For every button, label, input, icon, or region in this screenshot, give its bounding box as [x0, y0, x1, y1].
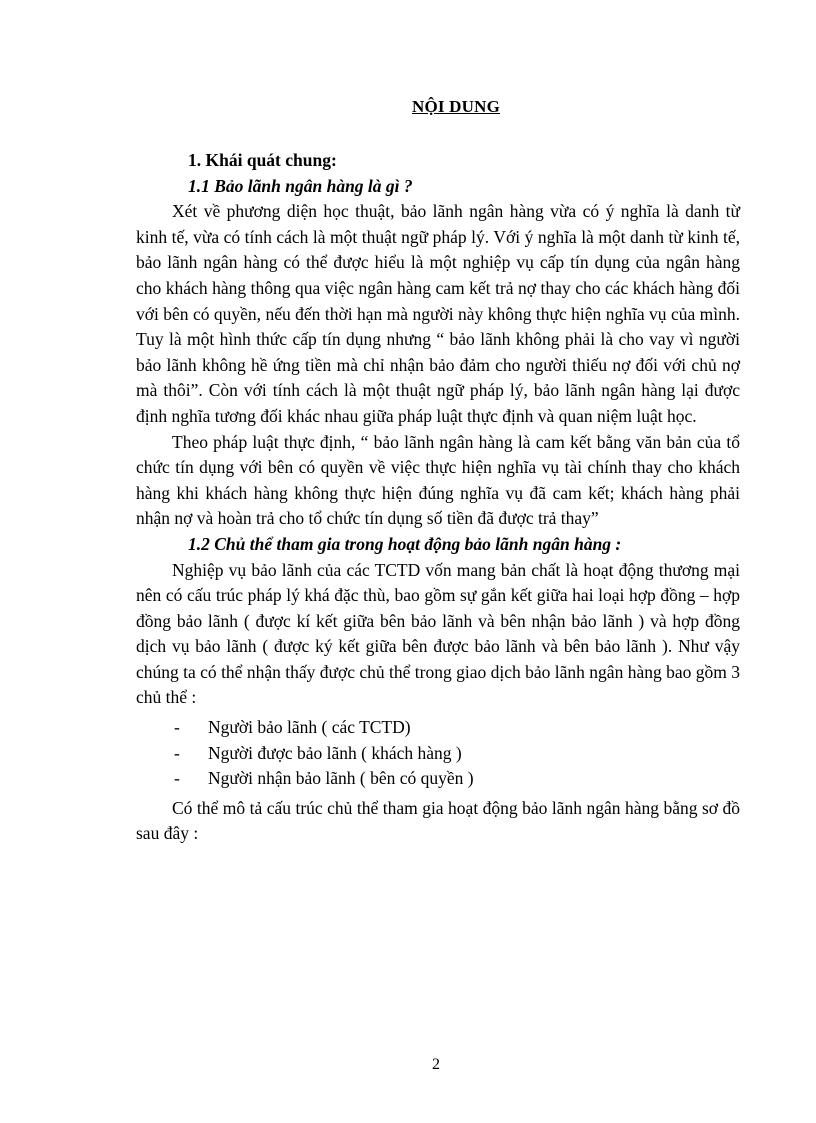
list-item-text: Người bảo lãnh ( các TCTD): [208, 717, 411, 738]
document-body: [136, 148, 740, 847]
list-item-text: Người được bảo lãnh ( khách hàng ): [208, 742, 462, 763]
page-number: 2: [432, 1056, 440, 1073]
section-1-heading: 1. Khái quát chung:: [188, 150, 337, 170]
bullet-dash: -: [174, 717, 180, 738]
section-1-2-heading: 1.2 Chủ thể tham gia trong hoạt động bảo lãnh ngân hàng :: [188, 533, 622, 554]
paragraph-2: Theo pháp luật thực định, “ bảo lãnh ngân hàng là cam kết bằng văn bản của tổ chức tín dụng với bên có quyền về việc thực hiện nghĩa vụ tài chính thay cho khách hàng khi khách hàng không thực hiện đúng nghĩa vụ đã cam kết; khách hàng phải nhận nợ và hoàn trả cho tổ chức tín dụng số tiền đã được trả thay”: [136, 431, 740, 529]
page-title: NỘI DUNG: [411, 97, 501, 116]
paragraph-1: Xét về phương diện học thuật, bảo lãnh ngân hàng vừa có ý nghĩa là danh từ kinh tế, vừa có tính cách là một thuật ngữ pháp lý. Với ý nghĩa là một danh từ kinh tế, bảo lãnh ngân hàng có thể được hiểu là một nghiệp vụ cấp tín dụng của ngân hàng cho khách hàng thông qua việc ngân hàng cam kết trả nợ thay cho các khách hàng đối với bên có quyền, nếu đến thời hạn mà người này không thực hiện nghĩa vụ của mình. Tuy là một hình thức cấp tín dụng nhưng “ bảo lãnh không phải là cho vay vì người bảo lãnh không hề ứng tiền mà chỉ nhận bảo đảm cho người thiếu nợ đối với chủ nợ mà thôi”. Còn với tính cách là một thuật ngữ pháp lý, bảo lãnh ngân hàng lại được định nghĩa tương đối khác nhau giữa pháp luật thực định và quan niệm luật học.: [136, 201, 740, 426]
section-1-1-heading: 1.1 Bảo lãnh ngân hàng là gì ?: [188, 175, 413, 196]
list-item: [136, 766, 740, 792]
participant-list: [136, 715, 740, 792]
list-item: [136, 741, 740, 767]
bullet-dash: -: [174, 742, 180, 763]
list-item: [136, 715, 740, 741]
list-item-text: Người nhận bảo lãnh ( bên có quyền ): [208, 768, 474, 789]
paragraph-3: Nghiệp vụ bảo lãnh của các TCTD vốn mang bản chất là hoạt động thương mại nên có cấu trúc pháp lý khá đặc thù, bao gồm sự gắn kết giữa hai loại hợp đồng – hợp đồng bảo lãnh ( được kí kết giữa bên bảo lãnh và bên nhận bảo lãnh ) và hợp đồng dịch vụ bảo lãnh ( được ký kết giữa bên được bảo lãnh và bên bảo lãnh ). Như vậy chúng ta có thể nhận thấy được chủ thể trong giao dịch bảo lãnh ngân hàng bao gồm 3 chủ thể :: [136, 559, 740, 708]
bullet-dash: -: [174, 768, 180, 789]
paragraph-4: Có thể mô tả cấu trúc chủ thể tham gia hoạt động bảo lãnh ngân hàng bằng sơ đồ sau đây :: [136, 797, 740, 844]
